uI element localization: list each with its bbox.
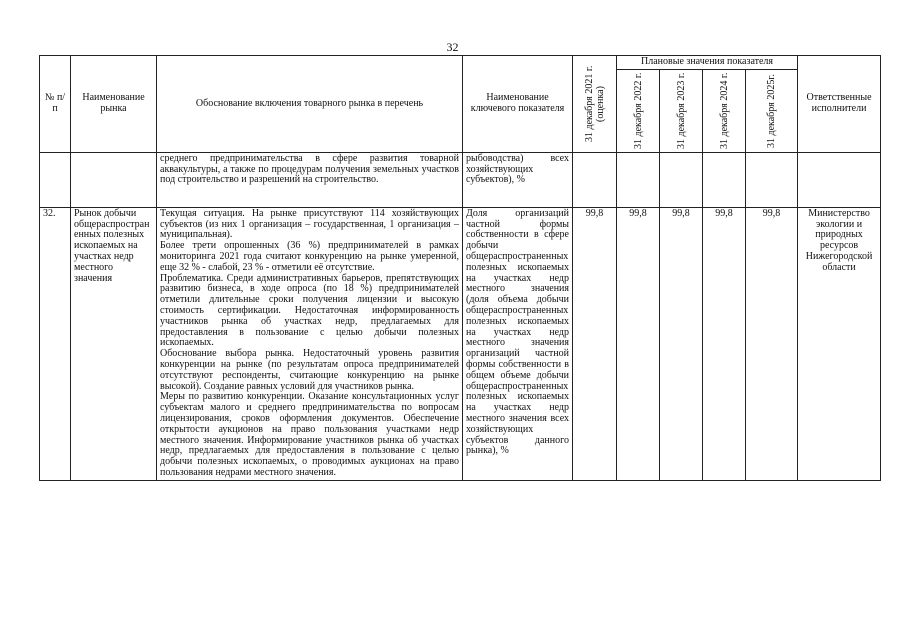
table-header-row [40,56,881,70]
rationale-survey: Более трети опрошенных (36 %) предпринимателей в рамках мониторинга 2021 года считают конкуренцию на рынке умеренной, еще 32 % - слабой, 23 % - отметили её отсутствие. [160,240,459,273]
header-2021: 31 декабря 2021 г. (оценка) [573,56,617,153]
key-indicator: Доля организаций частной формы собственности в сфере добычи общераспространенных полезных ископаемых на участках недр местного значения (доля объема добычи общераспространенных полезных ископаемых на участках недр местного значения организаций частной формы собственности в общем объеме добычи общераспространенных полезных ископаемых на участках недр местного значения всех хозяйствующих субъектов данного рынка), % [463,207,573,480]
value-2024: 99,8 [703,207,746,480]
page-number: 32 [446,40,459,54]
market-name: Рынок добычи общераспространенных полезных ископаемых на участках недр местного значения [71,207,157,480]
continuation-rationale: среднего предпринимательства в сфере развития товарной аквакультуры, а также по процедурам получения земельных участков под строительство и разрешений на строительство. [157,152,463,207]
value-2021: 99,8 [573,207,617,480]
header-responsible: Ответственные исполнители [798,56,881,153]
header-market: Наименование рынка [71,56,157,153]
continuation-indicator: рыбоводства) всех хозяйствующих субъектов), % [463,152,573,207]
header-2024: 31 декабря 2024 г. [703,69,746,152]
header-rationale: Обоснование включения товарного рынка в перечень [157,56,463,153]
value-2022: 99,8 [617,207,660,480]
rationale-measures: Меры по развитию конкуренции. Оказание консультационных услуг субъектам малого и среднего предпринимательства по вопросам лицензирования, сроков оформления документов. Обеспечение открытости аукционов на право пользования участками недр местного значения. Информирование участников рынка об участках недр, предлагаемых для предоставления в пользование с целью добычи полезных ископаемых, о проводимых аукционах на право пользования недрами местного значения. [160,391,459,478]
header-plan-group: Плановые значения показателя [617,56,798,70]
header-2023: 31 декабря 2023 г. [660,69,703,152]
responsible-executors: Министерство экологии и природных ресурсов Нижегородской области [798,207,881,480]
header-indicator: Наименование ключевого показателя [463,56,573,153]
header-num: № п/п [40,56,71,153]
rationale-current-situation: Текущая ситуация. На рынке присутствуют 114 хозяйствующих субъектов (из них 1 организация – государственная, 1 организация – муниципальная). [160,207,459,241]
table-row-32 [40,207,881,480]
rationale-problems: Проблематика. Среди административных барьеров, препятствующих развитию бизнеса, в ходе опроса (по 18 %) предпринимателей отметили длительные сроки получения лицензии и высокую стоимость сертификации. Недостаточная информированность участников рынка об участках недр, предлагаемых для предоставления в пользование с целью добычи полезных ископаемых. [160,272,459,349]
row-number: 32. [40,207,71,480]
header-2022: 31 декабря 2022 г. [617,69,660,152]
market-rationale [157,207,463,480]
rationale-justification: Обоснование выбора рынка. Недостаточный уровень развития конкуренции на рынке (по результатам опроса предпринимателей отсутствуют респонденты, считающие конкуренцию на рынке высокой). Создание равных условий для участников рынка. [160,348,459,392]
header-2025: 31 декабря 2025г. [746,69,798,152]
value-2023: 99,8 [660,207,703,480]
value-2025: 99,8 [746,207,798,480]
table-row-continuation [40,152,881,207]
market-table [39,55,881,481]
